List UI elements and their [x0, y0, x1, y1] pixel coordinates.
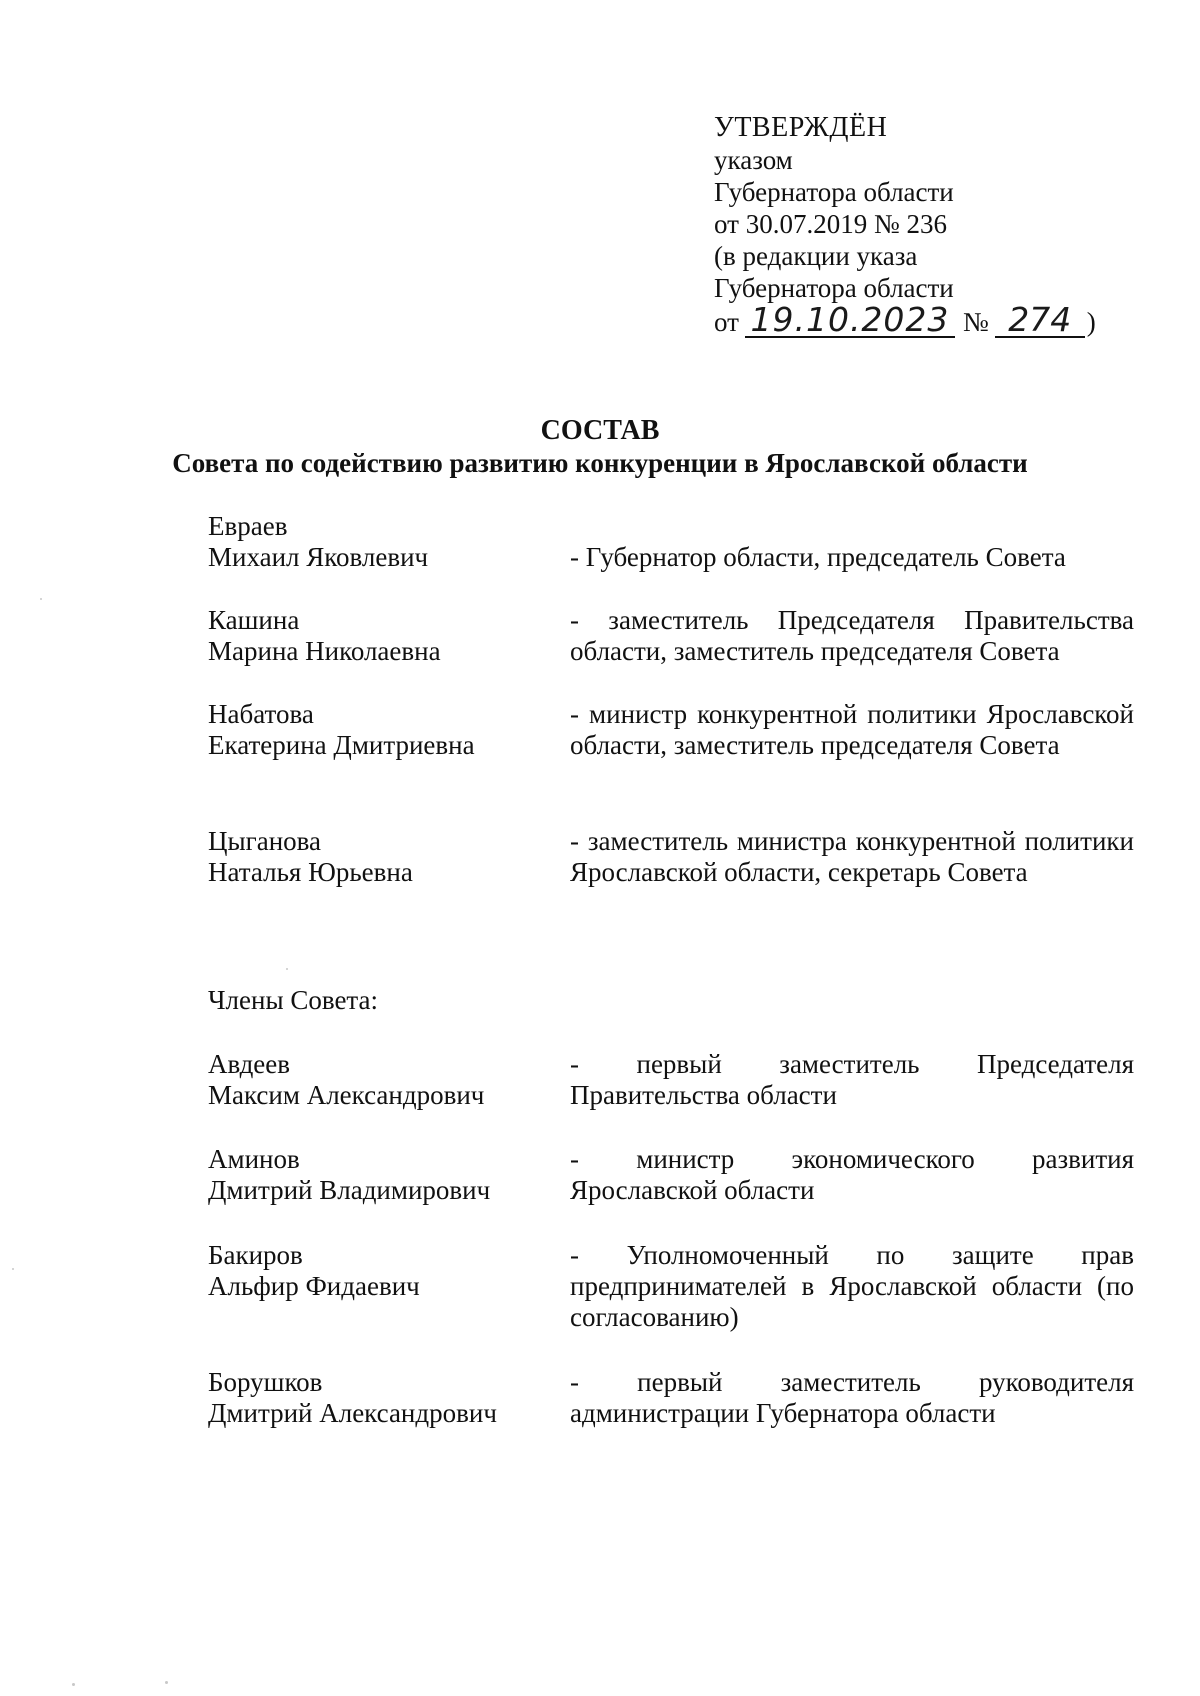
from-label: от [714, 307, 739, 337]
member-surname: Авдеев [208, 1049, 291, 1079]
number-sign: № [962, 307, 989, 337]
approval-line-decree: указом [714, 145, 793, 175]
approval-block [714, 112, 1134, 338]
member-role: - первый заместитель руководителя администрации Губернатора области [570, 1367, 1134, 1428]
page-title: СОСТАВ [540, 415, 660, 446]
approval-line-edition: (в редакции указа [714, 241, 918, 271]
member-given-names: Михаил Яковлевич [208, 542, 429, 572]
document-heading [0, 414, 1200, 480]
member-name [208, 1049, 558, 1111]
member-name [208, 1367, 558, 1429]
scan-speck [72, 1683, 75, 1686]
member-name [208, 1144, 558, 1206]
member-given-names: Наталья Юрьевна [208, 857, 413, 887]
approval-title: УТВЕРЖДЁН [714, 112, 888, 143]
scan-speck [40, 598, 42, 600]
member-given-names: Максим Александрович [208, 1080, 485, 1110]
approval-line-governor-2: Губернатора области [714, 273, 954, 303]
scan-speck [12, 1268, 14, 1270]
member-given-names: Альфир Фидаевич [208, 1271, 420, 1301]
scan-speck [286, 968, 288, 970]
member-name [208, 605, 558, 667]
approval-amendment-line [714, 300, 1134, 339]
member-role: - министр экономического развития Ярославской области [570, 1144, 1134, 1205]
member-role: - первый заместитель Председателя Правительства области [570, 1049, 1134, 1110]
member-surname: Набатова [208, 699, 314, 729]
member-name [208, 699, 558, 761]
member-given-names: Дмитрий Александрович [208, 1398, 497, 1428]
member-given-names: Дмитрий Владимирович [208, 1175, 491, 1205]
member-given-names: Екатерина Дмитриевна [208, 730, 475, 760]
approval-line-governor: Губернатора области [714, 177, 954, 207]
members-section-label: Члены Совета: [208, 985, 379, 1015]
member-role: - заместитель Председателя Правительства области, заместитель председателя Совета [570, 605, 1134, 666]
member-name [208, 826, 558, 888]
member-name [208, 1240, 558, 1302]
member-role: - заместитель министра конкурентной политики Ярославской области, секретарь Совета [570, 826, 1134, 887]
member-surname: Аминов [208, 1144, 300, 1174]
member-role: - Уполномоченный по защите прав предпринимателей в Ярославской области (по согласованию) [570, 1240, 1134, 1332]
member-surname: Кашина [208, 605, 300, 635]
member-surname: Бакиров [208, 1240, 303, 1270]
member-given-names: Марина Николаевна [208, 636, 441, 666]
closing-parenthesis: ) [1086, 307, 1096, 337]
member-surname: Цыганова [208, 826, 322, 856]
member-surname: Борушков [208, 1367, 323, 1397]
handwritten-date: 19.10.2023 [745, 304, 955, 338]
member-role: - Губернатор области, председатель Совета [570, 542, 1066, 572]
page-subtitle: Совета по содействию развитию конкуренции в Ярославской области [172, 448, 1028, 478]
member-role: - министр конкурентной политики Ярославской области, заместитель председателя Совета [570, 699, 1134, 760]
scan-speck [165, 1681, 168, 1684]
handwritten-number: 274 [995, 304, 1085, 338]
member-surname: Евраев [208, 511, 288, 541]
approval-line-original-date: от 30.07.2019 № 236 [714, 209, 947, 239]
member-name [208, 511, 558, 573]
